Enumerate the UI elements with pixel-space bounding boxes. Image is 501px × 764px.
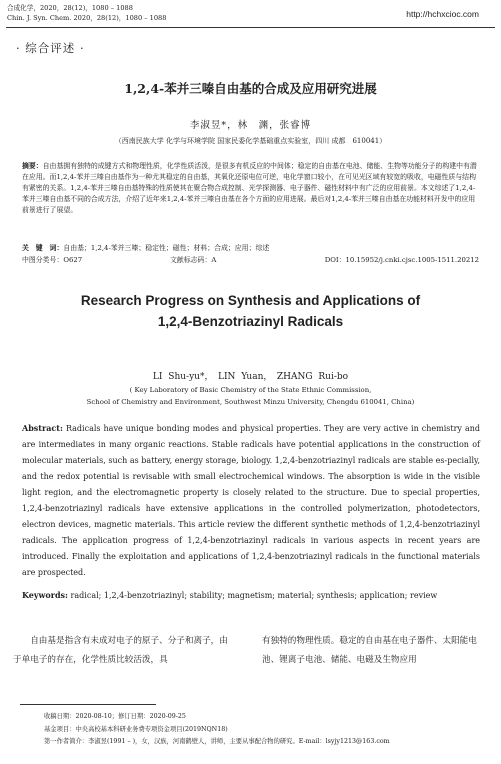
abstract-cn-label: 摘要： (22, 162, 43, 170)
document-code: 文献标志码：A (170, 256, 217, 264)
body-text-right: 有独特的物理性质。稳定的自由基在电子器件、太阳能电池、锂离子电池、储能、电磁及生物应用 (262, 636, 477, 665)
journal-url-link[interactable]: http://hchxcioc.com (406, 9, 479, 19)
affiliation-cn: （西南民族大学 化学与环境学院 国家民委化学基础重点实验室，四川 成都 610041） (114, 137, 387, 145)
abstract-en-text: Radicals have unique bonding modes and physical properties. They are very active in chemistry and are intermediates in many organic reactions. Stable radicals have potential applications in the construction of molecular materials, such as battery, energy storage, biology. 1,2,4-benzotriazinyl radicals are stable es-pecially, and the redox potential is revisable with small electrochemical windows. The absorption is wide in the visible light region, and the electromagnetic property is closely related to the structure. Due to special properties, 1,2,4-benzotriazinyl radicals have extensive applications in the controlled polymerization, photodetectors, electron devices, magnetic materials. This article review the different synthetic methods of 1,2,4-benzotriazinyl radicals. The application progress of 1,2,4-benzotriazinyl radicals in various aspects in recent years are introduced. Finally the exploitation and applications of 1,2,4-benzotriazinyl radicals in the functional materials are prospected. (22, 424, 480, 577)
abstract-en-label: Abstract: (22, 423, 63, 433)
keywords-cn (22, 242, 269, 252)
affiliation-en-line1: ( Key Laboratory of Basic Chemistry of the State Ethnic Commission, (129, 386, 372, 394)
article-title-cn: 1,2,4-苯并三嗪自由基的合成及应用研究进展 (124, 81, 377, 96)
footnotes (44, 711, 390, 749)
journal-header-en: Chin. J. Syn. Chem. 2020，28(12)，1080 – 1088 (7, 14, 167, 22)
journal-header-cn: 合成化学，2020，28(12)，1080 – 1088 (7, 4, 133, 12)
affiliation-en (0, 384, 501, 408)
abstract-cn (22, 161, 479, 216)
doi[interactable]: DOI：10.15952/j.cnki.cjsc.1005-1511.20212 (324, 256, 479, 264)
section-label: · 综合评述 · (16, 41, 85, 55)
abstract-cn-text: 自由基拥有独特的成键方式和物理性质，化学性质活泼，是很多有机反应的中间体；稳定的自由基在电池、储能、生物等功能分子的构建中有潜在应用。而1,2,4-苯并三嗪自由基作为一种尤其稳定的自由基，其氧化还原电位可逆，电化学窗口较小，在可见光区域有较宽的吸收，电磁性质与结构有紧密的关系。1,2,4-苯并三嗪自由基特殊的性质使其在聚合物合成控制、光学探测器、电子器件、磁性材料中有广泛的应用前景。本文综述了1,2,4-苯并三嗪自由基不同的合成方法，介绍了近年来1,2,4-苯并三嗪自由基在各个方面的应用进展。最后对1,2,4-苯并三嗪自由基在功能材料开发中的应用前景进行了展望。 (22, 162, 477, 214)
fund-project: 基金项目：中央高校基本科研业务费专项资金项目(2019NQN18) (44, 725, 228, 733)
article-title-en-line2: 1,2,4-Benzotriazinyl Radicals (157, 314, 344, 329)
authors-cn: 李淑昱*，林 渊，张睿博 (189, 120, 312, 131)
keywords-cn-label: 关 键 词： (22, 244, 64, 252)
first-author-bio: 第一作者简介：李淑昱(1991 – )，女，汉族，河南鹤壁人，讲师，主要从事配合物的研究。E-mail：lsyjy1213@163.com (44, 738, 390, 745)
article-title-en-line1: Research Progress on Synthesis and Applications of (80, 293, 421, 308)
received-date: 收稿日期：2020-08-10；修订日期：2020-09-25 (44, 713, 186, 720)
clc-number: 中图分类号：O627 (22, 256, 83, 264)
body-text-left: 自由基是指含有未成对电子的原子、分子和离子，由于单电子的存在，化学性质比较活泼，具 (13, 636, 228, 665)
authors-en: LI Shu-yu*， LIN Yuan， ZHANG Rui-bo (152, 372, 349, 382)
abstract-en (22, 420, 480, 581)
article-title-en (0, 290, 501, 332)
keywords-en-text: radical; 1,2,4-benzotriazinyl; stability; magnetism; material; synthesis; application; review (68, 591, 438, 600)
footnote-rule (20, 704, 156, 705)
keywords-cn-text: 自由基；1,2,4-苯并三嗪；稳定性；磁性；材料；合成；应用；综述 (63, 244, 270, 252)
header-rule (6, 27, 495, 28)
keywords-en (22, 587, 480, 604)
affiliation-en-line2: School of Chemistry and Environment, Southwest Minzu University, Chengdu 610041, China) (86, 398, 415, 406)
keywords-en-label: Keywords: (22, 590, 69, 600)
